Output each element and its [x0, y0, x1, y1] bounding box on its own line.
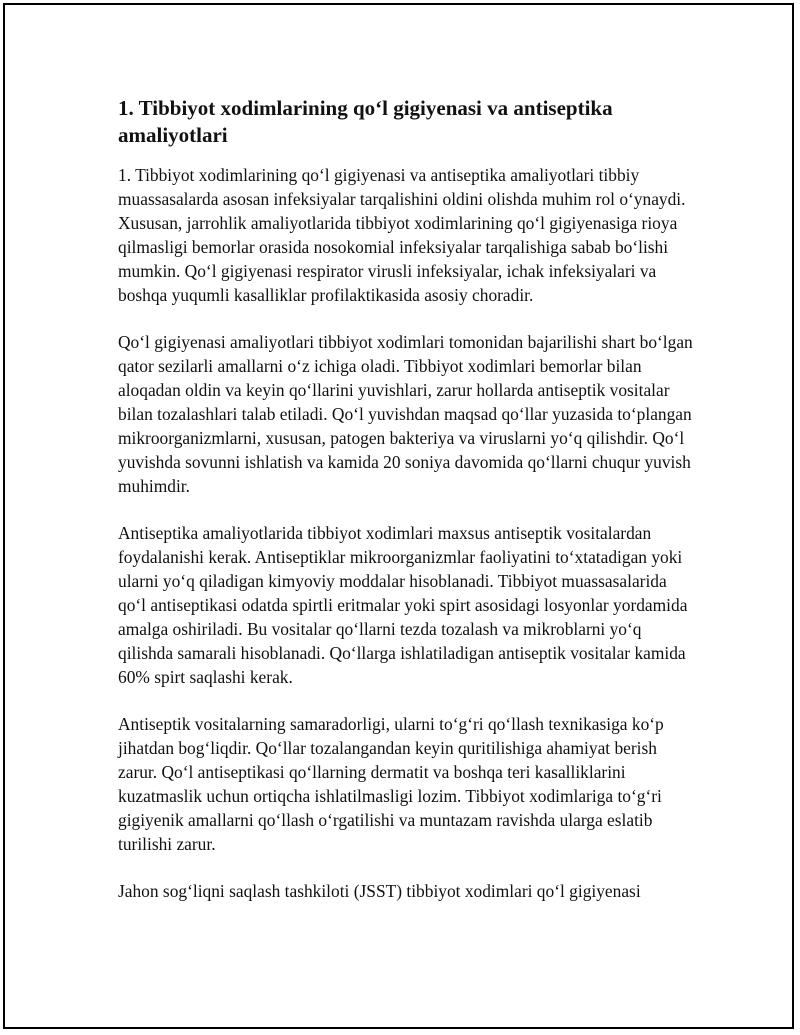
paragraph-5: Jahon sog‘liqni saqlash tashkiloti (JSST) tibbiyot xodimlari qo‘l gigiyenasi [118, 881, 641, 901]
paragraph-2: Qo‘l gigiyenasi amaliyotlari tibbiyot xodimlari tomonidan bajarilishi shart bo‘lgan qator sezilarli amallarni o‘z ichiga oladi. Tibbiyot xodimlari bemorlar bilan aloqadan oldin va keyin qo‘llarini yuvishlari, zarur hollarda antiseptik vositalar bilan tozalashlari talab etiladi. Qo‘l yuvishdan maqsad qo‘llar yuzasida to‘plangan mikroorganizmlarni, xususan, patogen bakteriya va viruslarni yo‘q qilishdir. Qo‘l yuvishda sovunni ishlatish va kamida 20 soniya davomida qo‘llarni chuqur yuvish muhimdir. [118, 332, 693, 496]
paragraph-4: Antiseptik vositalarning samaradorligi, ularni to‘g‘ri qo‘llash texnikasiga ko‘p jihatdan bog‘liqdir. Qo‘llar tozalangandan keyin quritilishiga ahamiyat berish zarur. Qo‘l antiseptikasi qo‘llarning dermatit va boshqa teri kasalliklarini kuzatmaslik uchun ortiqcha ishlatilmasligi lozim. Tibbiyot xodimlariga to‘g‘ri gigiyenik amallarni qo‘llash o‘rgatilishi va muntazam ravishda ularga eslatib turilishi zarur. [118, 714, 664, 854]
paragraph-3: Antiseptika amaliyotlarida tibbiyot xodimlari maxsus antiseptik vositalardan foydalanishi kerak. Antiseptiklar mikroorganizmlar faoliyatini to‘xtatadigan yoki ularni yo‘q qiladigan kimyoviy moddalar hisoblanadi. Tibbiyot muassasalarida qo‘l antiseptikasi odatda spirtli eritmalar yoki spirt asosidagi losyonlar yordamida amalga oshiriladi. Bu vositalar qo‘llarni tezda tozalash va mikroblarni yo‘q qilishda samarali hisoblanadi. Qo‘llarga ishlatiladigan antiseptik vositalar kamida 60% spirt saqlashi kerak. [118, 523, 688, 687]
document-body [118, 95, 693, 926]
document-title: 1. Tibbiyot xodimlarining qo‘l gigiyenasi va antiseptika amaliyotlari [118, 96, 613, 147]
paragraph-1: 1. Tibbiyot xodimlarining qo‘l gigiyenasi va antiseptika amaliyotlari tibbiy muassasalarda asosan infeksiyalar tarqalishini oldini olishda muhim rol o‘ynaydi. Xususan, jarrohlik amaliyotlarida tibbiyot xodimlarining qo‘l gigiyenasiga rioya qilmasligi bemorlar orasida nosokomial infeksiyalar tarqalishiga sabab bo‘lishi mumkin. Qo‘l gigiyenasi respirator virusli infeksiyalar, ichak infeksiyalari va boshqa yuqumli kasalliklar profilaktikasida asosiy choradir. [118, 165, 686, 305]
